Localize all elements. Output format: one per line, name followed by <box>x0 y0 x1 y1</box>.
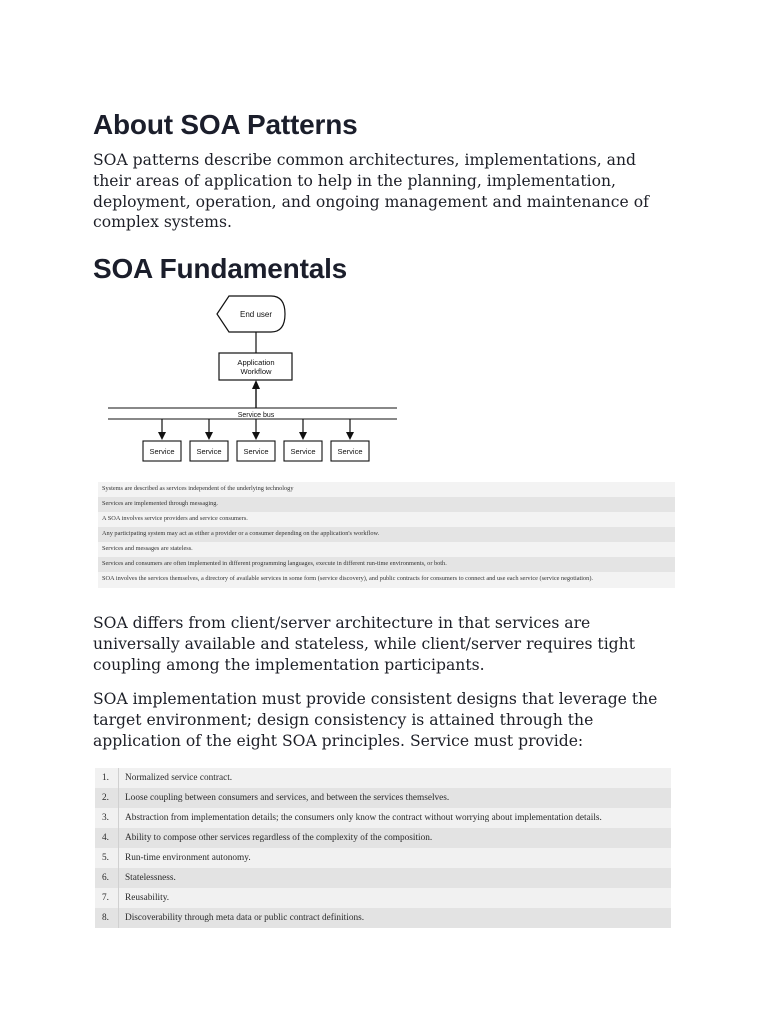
service-label: Service <box>290 447 316 456</box>
service-label: Service <box>196 447 222 456</box>
table-row <box>95 888 671 908</box>
service-label: Service <box>337 447 363 456</box>
heading-soa-fundamentals: SOA Fundamentals <box>93 253 348 284</box>
table-row <box>95 828 671 848</box>
service-node-5 <box>331 419 369 461</box>
table-row <box>98 572 675 588</box>
principle-number: 2. <box>95 788 119 808</box>
table-row <box>98 557 675 572</box>
principle-text: Ability to compose other services regardless of the complexity of the composition. <box>119 828 672 848</box>
table-row <box>95 768 671 788</box>
table-row <box>95 908 671 928</box>
principle-number: 4. <box>95 828 119 848</box>
table-row <box>98 497 675 512</box>
fact-cell: Services and consumers are often implemented in different programming languages, execute in different run-time environments, or both. <box>98 557 675 572</box>
principle-number: 7. <box>95 888 119 908</box>
principle-text: Reusability. <box>119 888 672 908</box>
fact-cell: A SOA involves service providers and service consumers. <box>98 512 675 527</box>
fact-cell: Services and messages are stateless. <box>98 542 675 557</box>
service-node-1 <box>143 419 181 461</box>
service-label: Service <box>149 447 175 456</box>
table-row <box>95 808 671 828</box>
table-row <box>95 848 671 868</box>
principle-number: 1. <box>95 768 119 788</box>
table-row <box>98 512 675 527</box>
principle-number: 5. <box>95 848 119 868</box>
principle-text: Statelessness. <box>119 868 672 888</box>
end-user-label: End user <box>239 310 273 319</box>
principle-text: Run-time environment autonomy. <box>119 848 672 868</box>
fact-cell: Any participating system may act as either a provider or a consumer depending on the application's workflow. <box>98 527 675 542</box>
service-node-2 <box>190 419 228 461</box>
table-row <box>98 482 675 497</box>
heading-about-soa-patterns: About SOA Patterns <box>93 109 358 140</box>
principle-number: 3. <box>95 808 119 828</box>
soa-architecture-diagram <box>103 292 403 472</box>
workflow-label-line2: Workflow <box>240 367 272 376</box>
service-bus-label: Service bus <box>237 412 275 419</box>
fact-cell: Systems are described as services independent of the underlying technology <box>98 482 675 497</box>
principle-text: Normalized service contract. <box>119 768 672 788</box>
fact-cell: Services are implemented through messaging. <box>98 497 675 512</box>
table-row <box>95 788 671 808</box>
principle-number: 6. <box>95 868 119 888</box>
workflow-label-line1: Application <box>237 358 275 367</box>
principle-text: Loose coupling between consumers and services, and between the services themselves. <box>119 788 672 808</box>
intro-paragraph: SOA patterns describe common architectures, implementations, and their areas of application to help in the planning, implementation, deployment, operation, and ongoing management and maintenance of complex systems. <box>93 151 649 232</box>
arrowhead-up <box>252 380 260 389</box>
implementation-paragraph: SOA implementation must provide consistent designs that leverage the target environment; design consistency is attained through the application of the eight SOA principles. Service must provide: <box>93 690 658 750</box>
table-row <box>95 868 671 888</box>
service-node-3 <box>237 419 275 461</box>
fact-cell: SOA involves the services themselves, a directory of available services in some form (service discovery), and public contracts for consumers to connect and use each service (service negotiation). <box>98 572 675 588</box>
table-row <box>98 542 675 557</box>
principle-text: Abstraction from implementation details; the consumers only know the contract without worrying about implementation details. <box>119 808 672 828</box>
differs-paragraph: SOA differs from client/server architecture in that services are universally available and stateless, while client/server requires tight coupling among the implementation participants. <box>93 614 635 674</box>
soa-facts-table <box>98 482 675 588</box>
principle-number: 8. <box>95 908 119 928</box>
service-node-4 <box>284 419 322 461</box>
principle-text: Discoverability through meta data or public contract definitions. <box>119 908 672 928</box>
soa-principles-table <box>95 768 671 928</box>
service-label: Service <box>243 447 269 456</box>
table-row <box>98 527 675 542</box>
